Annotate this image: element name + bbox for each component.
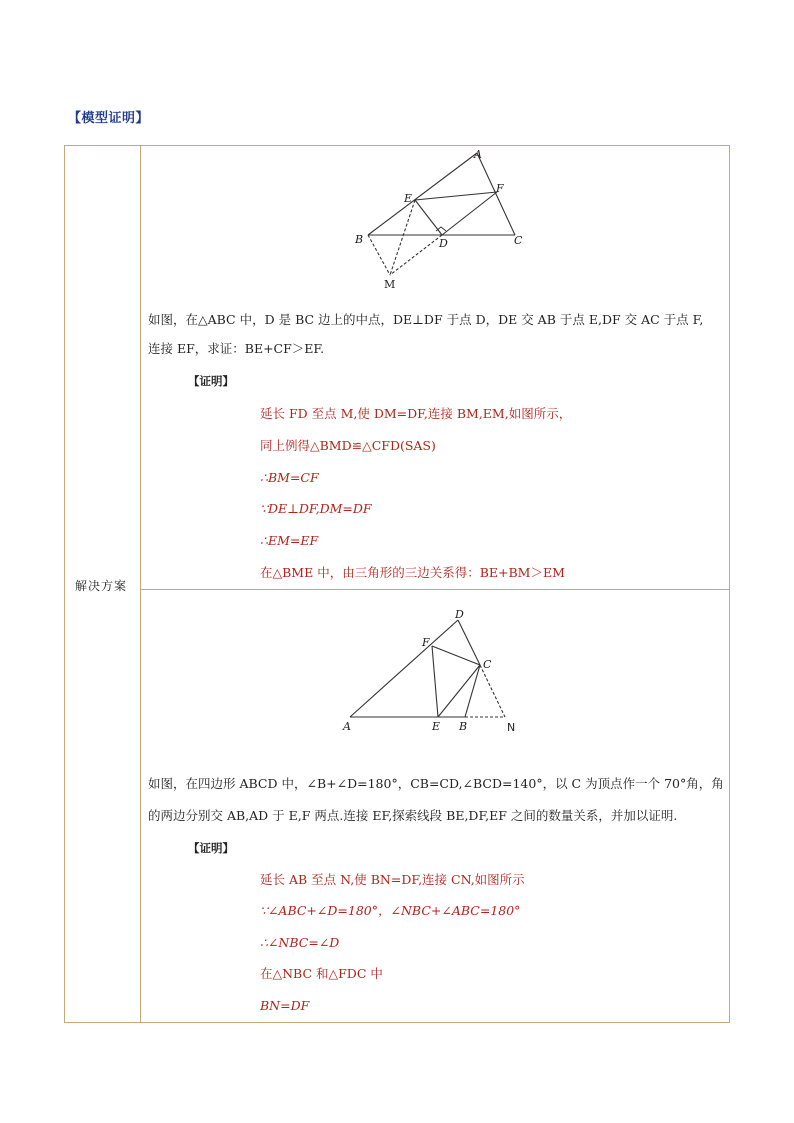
segment-dc [458,620,480,665]
segment-df [442,192,497,235]
label-b: B [355,233,364,246]
label-a: A [474,148,482,161]
segment-fc [432,646,480,665]
problem1-proof-line-3: ∴BM=CF [260,470,319,485]
segment-em [390,200,415,275]
problem2-line2: 的两边分别交 AB,AD 于 E,F 两点.连接 EF,探索线段 BE,DF,EF 之间的数量关系，并加以证明. [148,808,678,823]
label-f: F [496,182,504,195]
row-divider [140,589,730,590]
label-c2: C [483,658,492,671]
segment-bc [465,665,480,717]
segment-ba [368,153,477,235]
label-d2: D [455,608,464,621]
segment-ec [438,665,480,717]
segment-ef [432,646,438,717]
problem1-proof-line-1: 延长 FD 至点 M,使 DM=DF,连接 BM,EM,如图所示， [260,406,572,421]
problem2-proof-line-2: ∵∠ABC+∠D=180°，∠NBC+∠ABC=180° [260,903,521,918]
problem1-proof-line-2: 同上例得△BMD≌△CFD(SAS) [260,438,436,453]
segment-bm [368,235,390,275]
label-m: M [384,278,396,291]
section-heading: 【模型证明】 [68,111,150,126]
problem2-proof-line-1: 延长 AB 至点 N,使 BN=DF,连接 CN,如图所示 [260,872,525,887]
problem1-proof-tag: 【证明】 [188,374,234,388]
label-e: E [404,192,413,205]
label-n2: N [507,721,516,734]
label-e2: E [432,720,441,733]
left-column-label: 解决方案 [75,579,128,593]
problem2-proof-line-5: BN=DF [260,998,310,1013]
problem2-proof-line-4: 在△NBC 和△FDC 中 [260,966,383,981]
label-c: C [514,234,523,247]
problem2-proof-tag: 【证明】 [188,841,234,855]
segment-cn [480,665,505,717]
problem1-proof-line-6: 在△BME 中，由三角形的三边关系得：BE+BM＞EM [260,565,565,580]
figure-quadrilateral-abcd [335,600,535,740]
problem2-line1: 如图，在四边形 ABCD 中，∠B+∠D=180°，CB=CD,∠BCD=140°，以 C 为顶点作一个 70°角，角 [148,776,724,791]
column-divider [140,145,141,1023]
label-a2: A [343,720,351,733]
segment-dm [390,235,442,275]
problem1-line2: 连接 EF，求证：BE+CF＞EF. [148,341,325,356]
figure-triangle-abc [340,145,540,293]
segment-ef [415,192,497,200]
problem1-proof-line-5: ∴EM=EF [260,533,319,548]
segment-ad [350,620,458,717]
problem1-line1: 如图，在△ABC 中，D 是 BC 边上的中点，DE⊥DF 于点 D，DE 交 AB 于点 E,DF 交 AC 于点 F, [148,312,704,327]
problem2-proof-line-3: ∴∠NBC=∠D [260,935,340,950]
label-b2: B [459,720,468,733]
label-f2: F [422,636,430,649]
label-d: D [439,237,448,250]
problem1-proof-line-4: ∵DE⊥DF,DM=DF [260,501,372,516]
